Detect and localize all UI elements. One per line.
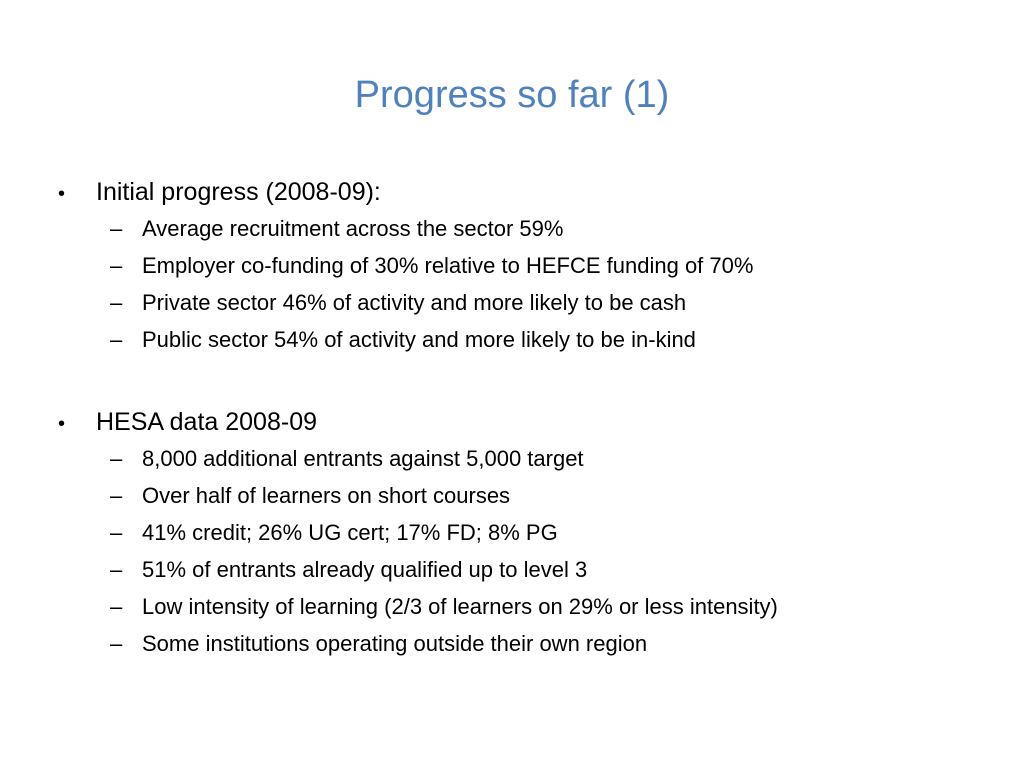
bullet-group-initial-progress: [58, 174, 998, 358]
slide-title: Progress so far (1): [354, 74, 670, 116]
dash-icon: –: [110, 290, 123, 315]
dash-icon: –: [110, 253, 123, 278]
sub-bullet-list: [58, 440, 998, 662]
sub-bullet-item: [58, 588, 998, 625]
bullet-heading-text: HESA data 2008-09: [96, 408, 317, 436]
sub-bullet-text: 8,000 additional entrants against 5,000 target: [142, 446, 584, 471]
bullet-heading-text: Initial progress (2008-09):: [96, 178, 381, 206]
sub-bullet-text: Over half of learners on short courses: [142, 483, 511, 508]
sub-bullet-item: [58, 514, 998, 551]
dash-icon: –: [110, 446, 123, 471]
sub-bullet-item: [58, 321, 998, 358]
sub-bullet-item: [58, 247, 998, 284]
sub-bullet-text: Average recruitment across the sector 59%: [142, 216, 564, 241]
sub-bullet-text: Low intensity of learning (2/3 of learners on 29% or less intensity): [142, 594, 778, 619]
sub-bullet-item: [58, 625, 998, 662]
bullet-dot-icon: •: [58, 183, 66, 205]
sub-bullet-item: [58, 440, 998, 477]
dash-icon: –: [110, 483, 123, 508]
dash-icon: –: [110, 520, 123, 545]
sub-bullet-item: [58, 551, 998, 588]
sub-bullet-text: Public sector 54% of activity and more likely to be in-kind: [142, 327, 696, 352]
dash-icon: –: [110, 557, 123, 582]
dash-icon: –: [110, 327, 123, 352]
dash-icon: –: [110, 216, 123, 241]
bullet-heading: [58, 404, 998, 440]
sub-bullet-text: Private sector 46% of activity and more likely to be cash: [142, 290, 687, 315]
sub-bullet-item: [58, 210, 998, 247]
sub-bullet-item: [58, 477, 998, 514]
sub-bullet-text: Employer co-funding of 30% relative to HEFCE funding of 70%: [142, 253, 754, 278]
bullet-heading: [58, 174, 998, 210]
sub-bullet-item: [58, 284, 998, 321]
sub-bullet-text: 41% credit; 26% UG cert; 17% FD; 8% PG: [142, 520, 558, 545]
sub-bullet-list: [58, 210, 998, 358]
sub-bullet-text: 51% of entrants already qualified up to level 3: [142, 557, 588, 582]
dash-icon: –: [110, 631, 123, 656]
bullet-dot-icon: •: [58, 413, 66, 435]
bullet-group-hesa-data: [58, 404, 998, 662]
dash-icon: –: [110, 594, 123, 619]
sub-bullet-text: Some institutions operating outside their own region: [142, 631, 648, 656]
